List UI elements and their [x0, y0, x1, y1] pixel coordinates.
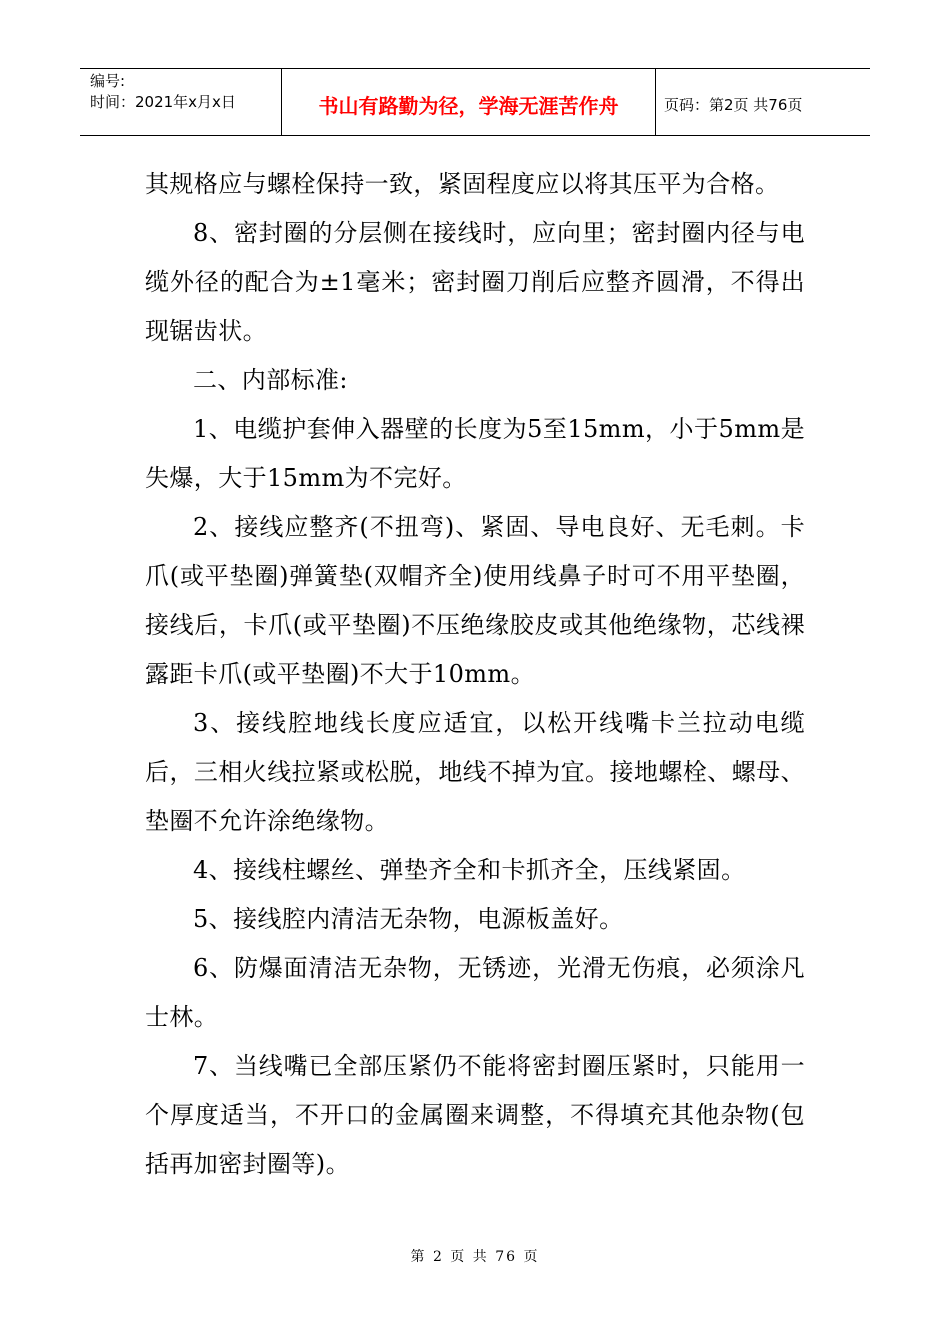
paragraph: 5、接线腔内清洁无杂物，电源板盖好。 — [193, 905, 624, 933]
time-label: 时间：2021年x月x日 — [90, 93, 236, 111]
paragraph: 8、密封圈的分层侧在接线时，应向里；密封圈内径与电缆外径的配合为±1毫米；密封圈刀削后应整齐圆滑，不得出现锯齿状。 — [145, 219, 805, 345]
paragraph: 7、当线嘴已全部压紧仍不能将密封圈压紧时，只能用一个厚度适当，不开口的金属圈来调整，不得填充其他杂物(包括再加密封圈等)。 — [145, 1052, 805, 1178]
section-heading: 二、内部标准: — [193, 366, 348, 394]
document-body — [145, 160, 805, 1189]
paragraph: 3、接线腔地线长度应适宜，以松开线嘴卡兰拉动电缆后，三相火线拉紧或松脱，地线不掉为宜。接地螺栓、螺母、垫圈不允许涂绝缘物。 — [145, 709, 805, 835]
paragraph: 其规格应与螺栓保持一致，紧固程度应以将其压平为合格。 — [145, 170, 780, 198]
header-meta — [80, 69, 282, 135]
paragraph: 6、防爆面清洁无杂物，无锈迹，光滑无伤痕，必须涂凡士林。 — [145, 954, 805, 1031]
header-slogan: 书山有路勤为径，学海无涯苦作舟 — [282, 69, 656, 135]
number-label: 编号: — [90, 72, 126, 90]
page-footer: 第 2 页 共 76 页 — [410, 1249, 540, 1265]
paragraph: 4、接线柱螺丝、弹垫齐全和卡抓齐全，压线紧固。 — [193, 856, 746, 884]
paragraph: 2、接线应整齐(不扭弯)、紧固、导电良好、无毛刺。卡爪(或平垫圈)弹簧垫(双帽齐全)使用线鼻子时可不用平垫圈，接线后，卡爪(或平垫圈)不压绝缘胶皮或其他绝缘物，芯线裸露距卡爪(或平垫圈)不大于10mm。 — [145, 513, 805, 688]
header-page-info: 页码：第2页 共76页 — [664, 95, 803, 114]
paragraph: 1、电缆护套伸入器壁的长度为5至15mm，小于5mm是失爆，大于15mm为不完好。 — [145, 415, 805, 492]
page-header — [80, 68, 870, 136]
